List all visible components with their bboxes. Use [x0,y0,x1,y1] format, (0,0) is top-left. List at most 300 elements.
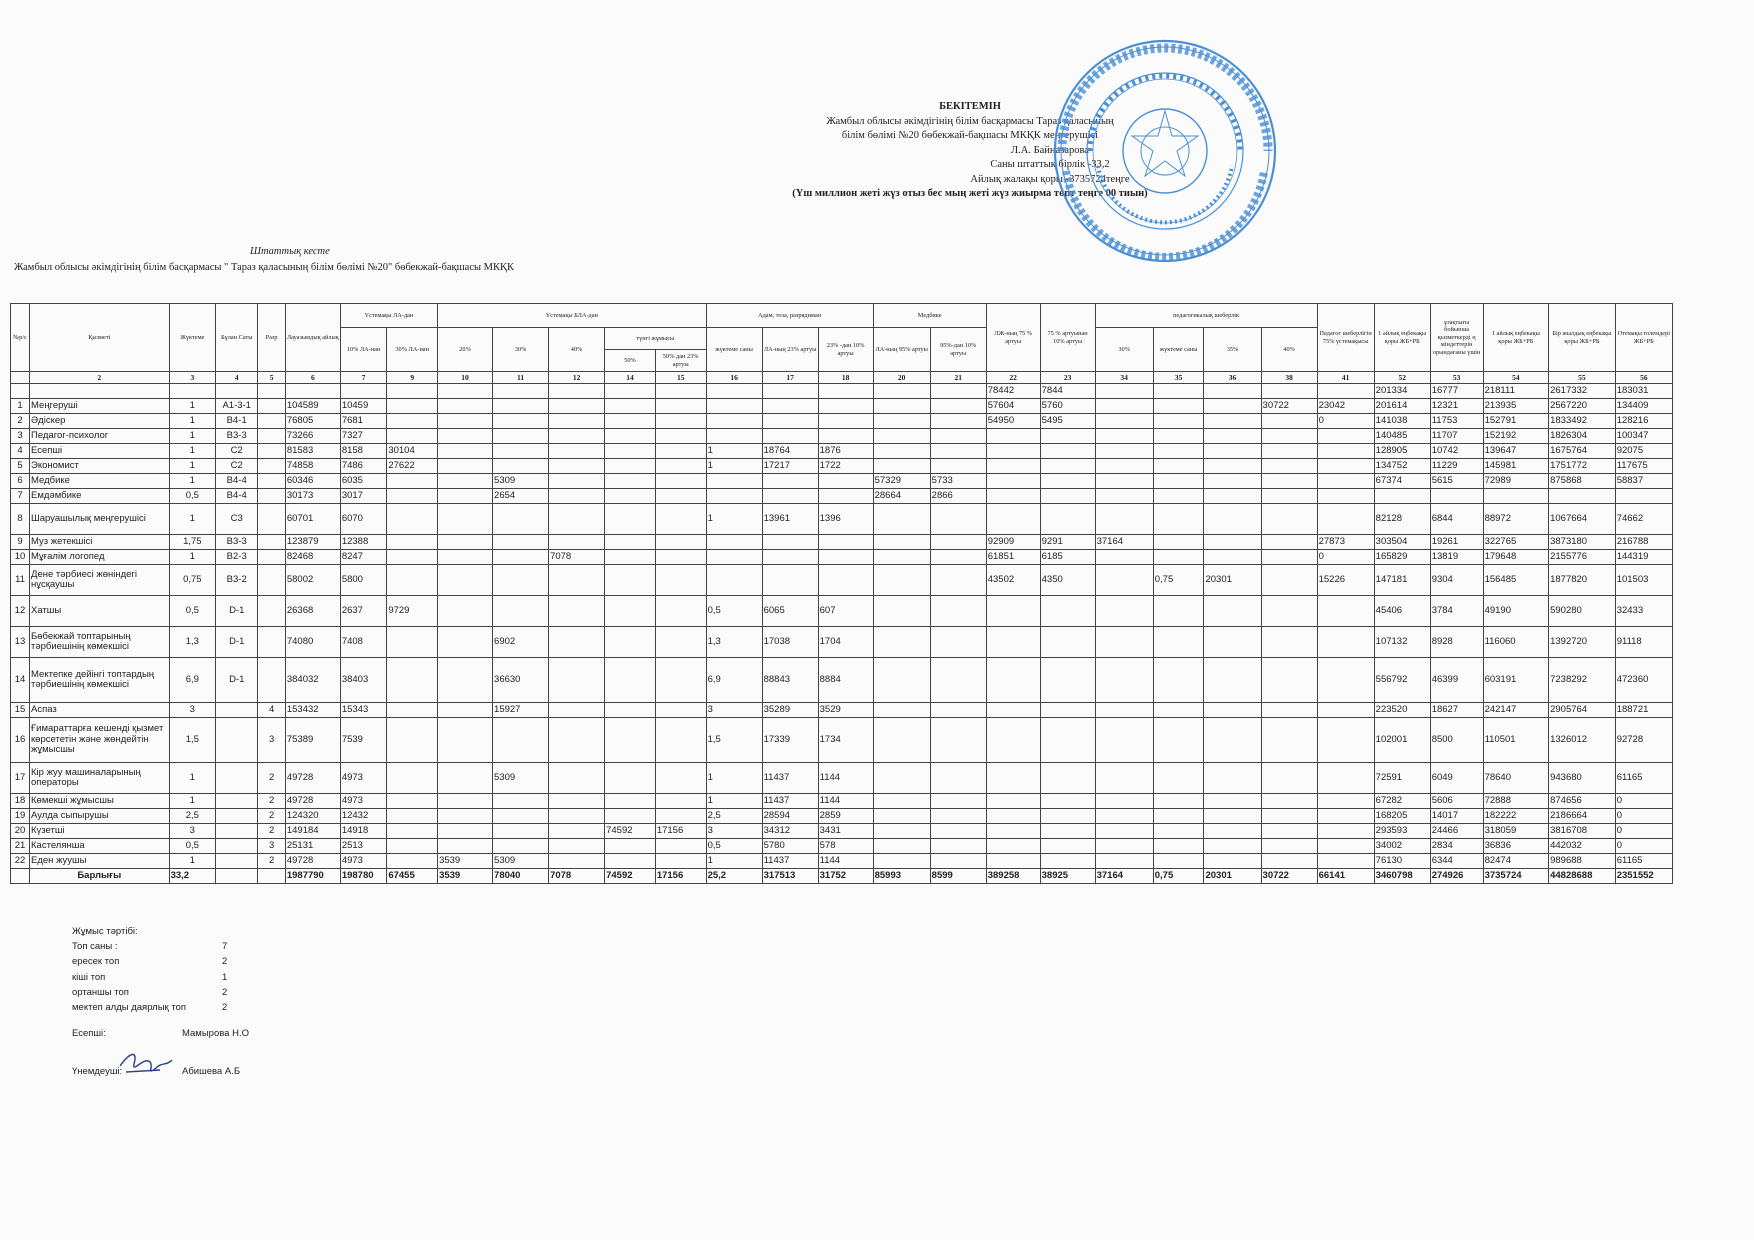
table-cell: 3529 [818,703,873,718]
table-cell: 5606 [1430,794,1483,809]
total-cell: 67455 [387,869,438,884]
table-cell [1095,703,1153,718]
table-cell: 1826304 [1549,429,1616,444]
table-cell: 100347 [1615,429,1672,444]
table-cell [605,489,656,504]
table-cell [438,384,493,399]
table-cell [549,414,605,429]
table-cell: 22 [11,854,30,869]
table-cell [762,565,818,596]
table-cell [605,658,656,703]
table-cell [1040,429,1095,444]
table-cell [216,809,258,824]
table-cell [549,565,605,596]
doc-org: Жамбыл облысы әкімдігінің білім басқармасы " Тараз қаласының білім бөлімі №20" бөбекжай-бақшасы МКҚК [14,262,515,273]
table-cell [706,474,762,489]
table-cell: 19 [11,809,30,824]
table-cell: 3539 [438,854,493,869]
table-cell [930,504,986,535]
table-cell [762,535,818,550]
table-cell: 74080 [285,627,340,658]
table-cell [605,763,656,794]
table-cell [986,824,1040,839]
col-num-cell: 3 [169,372,216,384]
table-cell [873,384,930,399]
table-cell [438,809,493,824]
table-cell [873,444,930,459]
table-cell [873,658,930,703]
total-cell: 85993 [873,869,930,884]
table-cell [438,596,493,627]
table-cell [1095,565,1153,596]
table-cell [873,504,930,535]
table-cell [1204,504,1261,535]
table-cell [549,596,605,627]
table-cell: 8884 [818,658,873,703]
table-cell: 7486 [340,459,387,474]
table-cell [258,429,285,444]
position-cell: Мұғалім логопед [30,550,170,565]
th-adm23: ЛА-ның 23% артуы [762,328,818,372]
table-cell [605,809,656,824]
table-cell: 141038 [1374,414,1430,429]
th-sanitary: ұзақтығы бойынша қызметкерді ң міндеттерін орындағаны үшін [1430,304,1483,372]
th-group-med: Медбике [873,304,986,328]
table-cell: 92075 [1615,444,1672,459]
table-cell: 2567220 [1549,399,1616,414]
table-cell [438,550,493,565]
table-cell: 1326012 [1549,718,1616,763]
table-cell: 60346 [285,474,340,489]
table-cell [1095,429,1153,444]
table-cell [655,399,706,414]
table-cell: 6844 [1430,504,1483,535]
table-cell: 18627 [1430,703,1483,718]
table-cell: 1704 [818,627,873,658]
th-position: Қызметі [30,304,170,372]
total-cell: 37164 [1095,869,1153,884]
table-cell [11,869,30,884]
table-cell [818,550,873,565]
th-b40: 40% [549,328,605,372]
th-salary: Лауазымдық айлық [285,304,340,372]
total-cell: 30722 [1261,869,1317,884]
table-cell [1040,474,1095,489]
table-cell: 472360 [1615,658,1672,703]
table-cell: 128905 [1374,444,1430,459]
table-row [11,474,1673,489]
table-cell: 23042 [1317,399,1374,414]
table-cell [605,550,656,565]
table-cell: 152791 [1483,414,1549,429]
table-cell [1317,596,1374,627]
work-item-label: Топ саны : [72,941,118,953]
table-cell [873,596,930,627]
table-cell [387,658,438,703]
table-cell [1261,535,1317,550]
table-cell: 2866 [930,489,986,504]
table-cell: В4-1 [216,414,258,429]
col-num-cell: 35 [1153,372,1204,384]
total-label: Барлығы [30,869,170,884]
position-cell: Әдіскер [30,414,170,429]
table-cell [930,627,986,658]
table-cell: 2905764 [1549,703,1616,718]
table-cell [1153,627,1204,658]
table-cell: 1 [169,763,216,794]
table-cell: 6,9 [706,658,762,703]
table-cell [762,550,818,565]
table-cell: 1 [169,854,216,869]
table-cell: 1722 [818,459,873,474]
table-cell [1095,839,1153,854]
table-cell [438,627,493,658]
table-cell: 57329 [873,474,930,489]
table-cell: 24466 [1430,824,1483,839]
table-cell [873,809,930,824]
table-cell: 384032 [285,658,340,703]
table-cell [1261,429,1317,444]
table-cell [1204,550,1261,565]
work-item-label: мектеп алды даярлық топ [72,1002,186,1014]
table-cell [1261,703,1317,718]
work-title: Жұмыс тәртібі: [72,926,138,937]
table-cell: 1,5 [706,718,762,763]
table-cell [1153,444,1204,459]
table-cell [873,535,930,550]
table-cell [438,824,493,839]
table-cell: 242147 [1483,703,1549,718]
table-cell [655,384,706,399]
table-cell [930,824,986,839]
manager-label: Үнемдеуші: [72,1066,123,1077]
table-cell [387,839,438,854]
table-cell [930,384,986,399]
table-cell [387,489,438,504]
table-cell [1040,504,1095,535]
table-cell [1261,504,1317,535]
table-cell: 5733 [930,474,986,489]
table-cell [493,809,549,824]
table-cell [1040,627,1095,658]
th-pedmaster: Педагог шеберлігін 75% үстемақысы [1317,304,1374,372]
table-cell [1261,718,1317,763]
col-num-cell: 18 [818,372,873,384]
total-cell [216,869,258,884]
total-cell: 0,75 [1153,869,1204,884]
table-cell [258,658,285,703]
table-cell [1095,414,1153,429]
table-cell [258,489,285,504]
total-cell: 2351552 [1615,869,1672,884]
table-cell [169,384,216,399]
table-cell [1317,384,1374,399]
th-la30: 30% ЛА-нан [387,328,438,372]
table-cell: 10 [11,550,30,565]
table-cell: 1067664 [1549,504,1616,535]
table-cell: 16 [11,718,30,763]
work-item-value: 2 [222,956,228,968]
table-cell: 12 [11,596,30,627]
table-cell [1095,504,1153,535]
table-cell: 0,75 [1153,565,1204,596]
table-cell [1261,839,1317,854]
table-cell [216,703,258,718]
col-num-cell: 6 [285,372,340,384]
table-cell [762,429,818,444]
table-cell [1317,703,1374,718]
table-cell [930,535,986,550]
table-cell [1095,658,1153,703]
table-cell [605,384,656,399]
table-cell: 6035 [340,474,387,489]
table-cell [706,535,762,550]
table-cell: 9 [11,535,30,550]
table-cell: 0 [1615,824,1672,839]
table-row [11,809,1673,824]
table-cell [258,627,285,658]
table-cell [1204,703,1261,718]
official-seal-icon [1050,36,1280,266]
col-num-cell: 9 [387,372,438,384]
table-cell: 1,3 [706,627,762,658]
table-cell [1261,854,1317,869]
table-cell [1040,444,1095,459]
position-cell: Мектепке дейінгі топтардың тәрбиешінің көмекшісі [30,658,170,703]
table-cell: 2617332 [1549,384,1616,399]
table-cell: 9729 [387,596,438,627]
work-item [72,939,227,954]
table-cell [1204,658,1261,703]
table-cell [1040,489,1095,504]
table-row [11,854,1673,869]
table-cell [1261,627,1317,658]
table-cell: 152192 [1483,429,1549,444]
table-cell [438,489,493,504]
table-cell [706,565,762,596]
table-cell [1204,627,1261,658]
th-p40: 40% [1261,328,1317,372]
table-cell: 17 [11,763,30,794]
table-cell [1040,839,1095,854]
table-cell [655,703,706,718]
work-item-value: 2 [222,986,228,998]
table-cell [1153,474,1204,489]
table-cell [549,429,605,444]
table-cell [986,596,1040,627]
table-cell [387,384,438,399]
table-cell: 30104 [387,444,438,459]
table-cell [258,504,285,535]
table-cell: С2 [216,459,258,474]
th-p35: 35% [1204,328,1261,372]
table-cell: 153432 [285,703,340,718]
table-cell: 1 [706,504,762,535]
table-cell: 2513 [340,839,387,854]
table-cell [1317,459,1374,474]
table-cell [438,658,493,703]
table-cell: 1 [169,444,216,459]
position-cell: Күзетші [30,824,170,839]
table-cell [1204,474,1261,489]
table-cell [493,444,549,459]
table-cell [285,384,340,399]
table-cell [930,444,986,459]
table-cell: 1 [11,399,30,414]
table-cell: 32433 [1615,596,1672,627]
table-cell [30,384,170,399]
table-cell: 183031 [1615,384,1672,399]
table-cell [930,414,986,429]
table-cell [1153,414,1204,429]
table-cell: 5615 [1430,474,1483,489]
table-cell [1153,489,1204,504]
table-cell: 140485 [1374,429,1430,444]
table-cell [493,794,549,809]
table-cell [549,658,605,703]
table-cell: 223520 [1374,703,1430,718]
table-cell: 1 [169,504,216,535]
table-cell [1095,459,1153,474]
table-cell: 0 [1615,839,1672,854]
table-cell: 72888 [1483,794,1549,809]
table-cell [1317,627,1374,658]
table-cell [1317,824,1374,839]
table-cell: 6 [11,474,30,489]
table-cell [549,839,605,854]
total-cell: 20301 [1204,869,1261,884]
table-cell: 15226 [1317,565,1374,596]
table-cell: 12388 [340,535,387,550]
table-cell: 107132 [1374,627,1430,658]
total-cell: 38925 [1040,869,1095,884]
table-cell [438,763,493,794]
table-cell: 102001 [1374,718,1430,763]
table-cell: 74662 [1615,504,1672,535]
table-cell: 15927 [493,703,549,718]
table-cell: 17156 [655,824,706,839]
table-cell: 179648 [1483,550,1549,565]
total-cell: 74592 [605,869,656,884]
col-num-cell: 10 [438,372,493,384]
table-cell: 92728 [1615,718,1672,763]
th-p30: 30% [1095,328,1153,372]
table-cell: 54950 [986,414,1040,429]
table-row [11,627,1673,658]
col-num-cell: 21 [930,372,986,384]
table-cell: 1 [169,399,216,414]
table-cell [873,414,930,429]
table-cell: 36630 [493,658,549,703]
table-cell: 0 [1615,809,1672,824]
table-cell [1261,809,1317,824]
table-cell [762,399,818,414]
table-cell [762,489,818,504]
table-cell [1153,459,1204,474]
table-cell [387,414,438,429]
table-cell: 2 [258,763,285,794]
table-cell [655,535,706,550]
table-cell: 82474 [1483,854,1549,869]
table-cell [1261,384,1317,399]
table-cell: 1 [169,794,216,809]
table-cell: 12432 [340,809,387,824]
th-num: №р/с [11,304,30,372]
table-cell [258,444,285,459]
th-fot-month2: 1 айлық еңбекақы қоры ЖБ+РБ [1483,304,1549,372]
table-cell: В2-3 [216,550,258,565]
table-cell [706,399,762,414]
table-cell [655,565,706,596]
col-num-cell: 52 [1374,372,1430,384]
table-cell [1204,718,1261,763]
th-t50b: 50% дан 23% артуы [655,350,706,372]
table-cell [387,399,438,414]
table-cell [1204,763,1261,794]
table-cell [655,763,706,794]
work-item [72,1000,227,1015]
table-cell [1261,459,1317,474]
table-cell: 1144 [818,794,873,809]
table-cell [930,794,986,809]
table-row [11,504,1673,535]
work-item [72,985,227,1000]
table-cell [930,459,986,474]
table-cell: 35289 [762,703,818,718]
table-cell [549,459,605,474]
position-cell: Аспаз [30,703,170,718]
table-cell: 3 [258,839,285,854]
table-cell: D-1 [216,658,258,703]
col-num-cell: 54 [1483,372,1549,384]
table-cell: 2,5 [169,809,216,824]
table-cell: 1 [706,459,762,474]
table-cell [1204,854,1261,869]
approve-units: Саны штаттық бірлік -33,2 [990,159,1110,170]
table-cell: 11707 [1430,429,1483,444]
table-cell: 201334 [1374,384,1430,399]
table-cell [493,459,549,474]
table-cell: 1876 [818,444,873,459]
table-cell: 76805 [285,414,340,429]
table-cell [655,658,706,703]
table-cell: 188721 [1615,703,1672,718]
table-cell [873,824,930,839]
position-cell: Шаруашылық меңгерушісі [30,504,170,535]
approve-fund-words: (Үш миллион жеті жүз отыз бес мың жеті жүз жиырма төрт теңге 00 тиын) [792,188,1148,199]
table-cell [1317,854,1374,869]
table-cell: 14 [11,658,30,703]
table-cell [1261,658,1317,703]
table-cell: 11437 [762,763,818,794]
table-cell [1095,550,1153,565]
table-cell [1040,718,1095,763]
table-cell: 8928 [1430,627,1483,658]
table-cell [549,718,605,763]
table-cell [258,596,285,627]
position-cell: Ғимараттарға кешенді қызмет көрсететін және жөндейтін жұмысшы [30,718,170,763]
total-cell: 78040 [493,869,549,884]
table-cell: 2 [258,809,285,824]
table-cell: 5309 [493,763,549,794]
table-cell: 168205 [1374,809,1430,824]
table-cell [1204,429,1261,444]
table-cell: 18764 [762,444,818,459]
total-cell: 8599 [930,869,986,884]
table-cell [387,809,438,824]
table-cell: 57604 [986,399,1040,414]
table-cell: 92909 [986,535,1040,550]
